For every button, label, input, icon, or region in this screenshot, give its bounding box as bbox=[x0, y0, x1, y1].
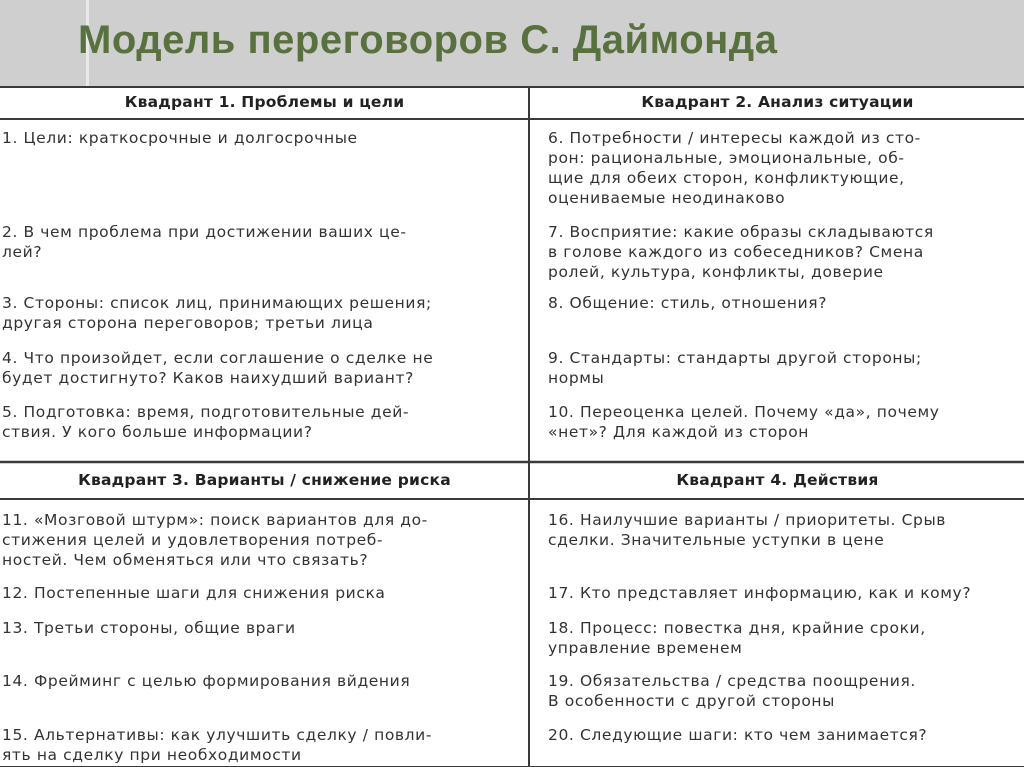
quadrant-item: 20. Следующие шаги: кто чем занимается? bbox=[548, 726, 928, 744]
quadrant-heading: Квадрант 4. Действия bbox=[676, 471, 879, 489]
quadrant-item: 10. Переоценка целей. Почему «да», почему «нет»? Для каждой из сторон bbox=[548, 403, 940, 441]
quadrant-item: 7. Восприятие: какие образы складываются в голове каждого из собеседников? Смена ролей, культура, конфликты, доверие bbox=[548, 223, 934, 281]
quadrant-heading: Квадрант 1. Проблемы и цели bbox=[124, 93, 405, 111]
quadrant-item: 16. Наилучшие варианты / приоритеты. Срыв сделки. Значительные уступки в цене bbox=[548, 511, 947, 549]
quadrant-item: 18. Процесс: повестка дня, крайние сроки, управление временем bbox=[548, 619, 926, 657]
quadrant-item: 15. Альтернативы: как улучшить сделку / повли- ять на сделку при необходимости bbox=[2, 726, 433, 764]
quadrant-item: 2. В чем проблема при достижении ваших це- лей? bbox=[2, 223, 407, 261]
quadrant-item: 12. Постепенные шаги для снижения риска bbox=[2, 584, 386, 602]
page-title: Модель переговоров С. Даймонда bbox=[78, 18, 778, 62]
quadrant-item: 19. Обязательства / средства поощрения. В особенности с другой стороны bbox=[548, 672, 916, 710]
quadrant-item: 13. Третьи стороны, общие враги bbox=[2, 619, 296, 637]
quadrant-item: 9. Стандарты: стандарты другой стороны; нормы bbox=[548, 349, 922, 387]
quadrant-item: 17. Кто представляет информацию, как и кому? bbox=[548, 584, 972, 602]
quadrant-heading: Квадрант 2. Анализ ситуации bbox=[641, 93, 914, 111]
quadrant-heading: Квадрант 3. Варианты / снижение риска bbox=[78, 471, 451, 489]
quadrant-item: 5. Подготовка: время, подготовительные дей- ствия. У кого больше информации? bbox=[2, 403, 410, 441]
quadrant-item: 8. Общение: стиль, отношения? bbox=[548, 294, 828, 312]
quadrant-item: 11. «Мозговой штурм»: поиск вариантов для до- стижения целей и удовлетворения потреб- ностей. Чем обменяться или что связать? bbox=[2, 511, 428, 569]
quadrant-item: 1. Цели: краткосрочные и долгосрочные bbox=[2, 129, 358, 147]
quadrant-item: 14. Фрейминг с целью формирования вйдения bbox=[2, 672, 411, 690]
quadrant-item: 3. Стороны: список лиц, принимающих решения; другая сторона переговоров; третьи лица bbox=[2, 294, 432, 332]
quadrant-item: 6. Потребности / интересы каждой из сто- рон: рациональные, эмоциональные, об- щие для обеих сторон, конфликтующие, оцениваемые неодинаково bbox=[548, 129, 921, 207]
quadrant-item: 4. Что произойдет, если соглашение о сделке не будет достигнуто? Каков наихудший вариант? bbox=[2, 349, 434, 387]
